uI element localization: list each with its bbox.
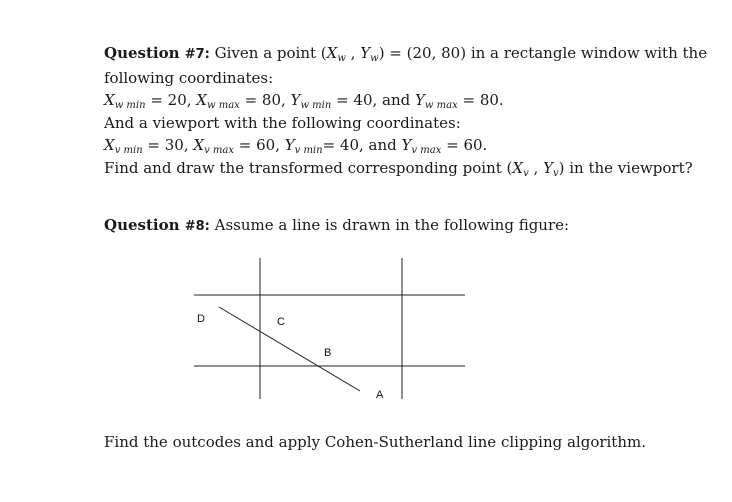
q8-line: Question #8: Assume a line is drawn in the following figure: <box>104 216 570 234</box>
q7-line-5: $X_{v min} = 30$, $X_{v max} = 60$, $Y_{v min}= 40$, and $Y_{v max} = 60$. <box>104 136 488 156</box>
question-7 <box>104 42 708 179</box>
label-b: B <box>324 347 332 359</box>
q7-line-6: Find and draw the transformed corresponding point ($X_v$ , $Y_v$) in the viewport? <box>104 158 693 179</box>
q7-line-1: Question #7: Given a point ($X_w$ , $Y_w) = (20$, 80) in a rectangle window with the <box>104 44 708 64</box>
clipping-figure <box>190 255 470 405</box>
question-8 <box>104 214 569 238</box>
final-instruction <box>104 431 646 453</box>
q8-label: Question #8: <box>104 216 210 234</box>
q7-line-3: $X_{w min} = 20$, $X_{w max} = 80$, $Y_{w min} = 40$, and $Y_{w max} = 80$. <box>104 91 504 111</box>
label-a: A <box>376 389 384 401</box>
final-text: Find the outcodes and apply Cohen-Sutherland line clipping algorithm. <box>104 433 646 451</box>
clipped-line <box>219 307 360 391</box>
label-c: C <box>277 316 285 328</box>
q7-label: Question #7: <box>104 44 210 62</box>
q7-line-4: And a viewport with the following coordinates: <box>104 113 461 132</box>
q7-line-2: following coordinates: <box>104 68 274 87</box>
label-d: D <box>197 313 205 325</box>
